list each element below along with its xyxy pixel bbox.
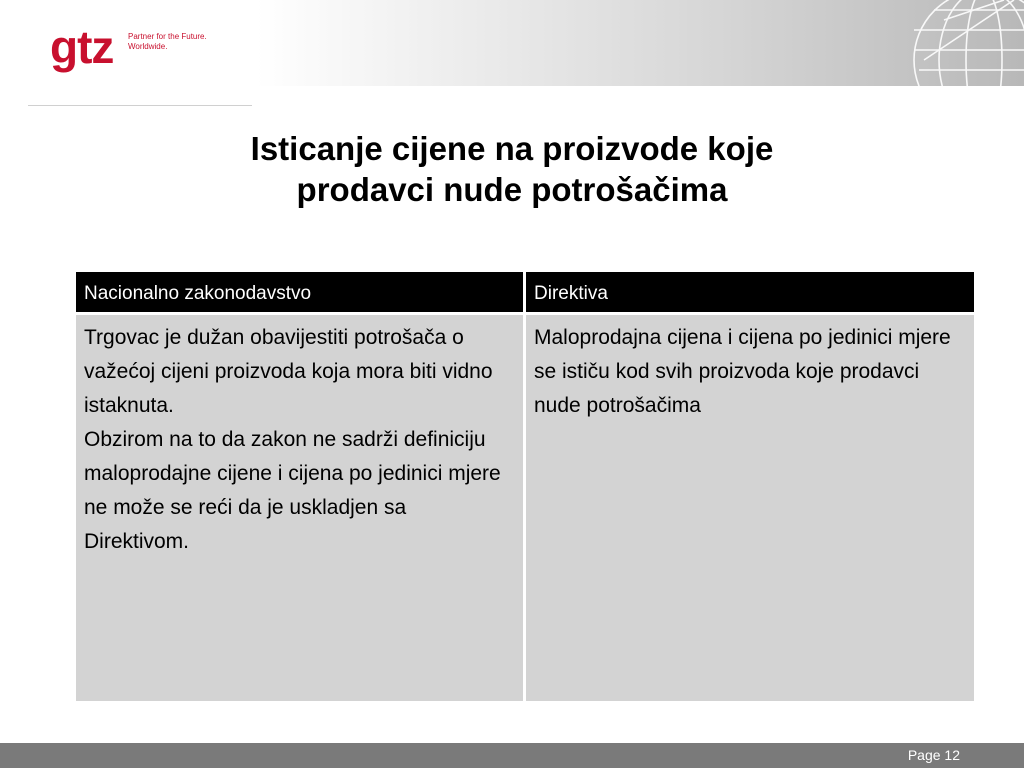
national-law-paragraph-1: Trgovac je dužan obavijestiti potrošača o važećoj cijeni proizvoda koja mora biti vidno istaknuta. (84, 326, 493, 417)
page-number: Page 12 (907, 747, 960, 763)
slide-title-line2: prodavci nude potrošačima (296, 171, 728, 208)
logo-tagline (128, 32, 207, 52)
logo-wordmark: gtz (50, 21, 114, 73)
table-header-national-law: Nacionalno zakonodavstvo (76, 272, 523, 312)
header-divider (28, 105, 252, 106)
logo-tagline-line2: Worldwide. (128, 42, 168, 51)
globe-icon (894, 0, 1024, 86)
comparison-table (76, 272, 974, 702)
logo-tagline-line1: Partner for the Future. (128, 32, 207, 41)
slide-title (0, 128, 1024, 210)
footer-bar (0, 743, 1024, 768)
slide-title-line1: Isticanje cijene na proizvode koje (250, 130, 774, 167)
table-cell-national-law (76, 315, 523, 701)
national-law-paragraph-2: Obzirom na to da zakon ne sadrži definiciju maloprodajne cijene i cijena po jedinici mjere ne može se reći da je uskladjen sa Direktivom. (84, 428, 501, 553)
directive-paragraph-1: Maloprodajna cijena i cijena po jedinici mjere se ističu kod svih proizvoda koje prodavci nude potrošačima (534, 326, 951, 417)
header-band (0, 0, 1024, 86)
table-header-directive: Direktiva (526, 272, 974, 312)
table-cell-directive (526, 315, 974, 701)
